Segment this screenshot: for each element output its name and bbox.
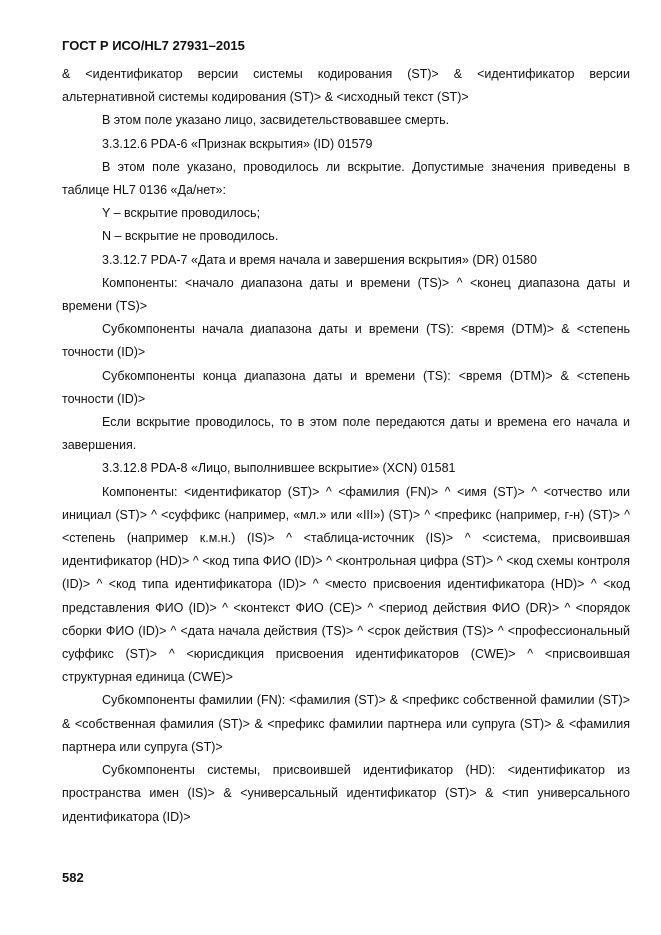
section-heading-pda7: 3.3.12.7 PDA-7 «Дата и время начала и завершения вскрытия» (DR) 01580 bbox=[102, 252, 537, 267]
paragraph-pda8-components: Компоненты: <идентификатор (ST)> ^ <фамилия (FN)> ^ <имя (ST)> ^ <отчество или инициал (ST)> ^ <суффикс (например, «мл.» или «III») (ST)> ^ <префикс (например, г-н) (ST)> ^ <степень (например к.м.н.) (IS)> ^ <таблица-источник (IS)> ^ <система, присвоившая идентификатор (HD)> ^ <код типа ФИО (ID)> ^ <контрольная цифра (ST)> ^ <код схемы контроля (ID)> ^ <код типа идентификатора (ID)> ^ <место присвоения идентификатора (HD)> ^ <код представления ФИО (ID)> ^ <контекст ФИО (CE)> ^ <период действия ФИО (DR)> ^ <порядок сборки ФИО (ID)> ^ <дата начала действия (TS)> ^ <срок действия (TS)> ^ <профессиональный суффикс (ST)> ^ <юрисдикция присвоения идентификаторов (CWE)> ^ <присвоившая структурная единица (CWE)> bbox=[62, 484, 630, 685]
paragraph-autopsy-indicator: В этом поле указано, проводилось ли вскрытие. Допустимые значения приведены в таблице HL7 0136 «Да/нет»: bbox=[62, 159, 630, 198]
paragraph-pda7-components: Компоненты: <начало диапазона даты и времени (TS)> ^ <конец диапазона даты и времени (TS)> bbox=[62, 275, 630, 314]
section-heading-pda6: 3.3.12.6 PDA-6 «Признак вскрытия» (ID) 01579 bbox=[102, 136, 373, 151]
paragraph-witness: В этом поле указано лицо, засвидетельствовавшее смерть. bbox=[102, 113, 450, 128]
page-number: 582 bbox=[62, 870, 84, 885]
list-item-no: N – вскрытие не проводилось. bbox=[102, 229, 279, 244]
document-body bbox=[62, 63, 630, 829]
paragraph-pda7-end-subcomponents: Субкомпоненты конца диапазона даты и времени (TS): <время (DTM)> & <степень точности (ID)> bbox=[62, 368, 630, 406]
paragraph-hd-subcomponents: Субкомпоненты системы, присвоившей идентификатор (HD): <идентификатор из пространства имен (IS)> & <универсальный идентификатор (ST)> & <тип универсального идентификатора (ID)> bbox=[62, 763, 630, 824]
paragraph-fn-subcomponents: Субкомпоненты фамилии (FN): <фамилия (ST)> & <префикс собственной фамилии (ST)> & <собственная фамилия (ST)> & <префикс фамилии партнера или супруга (ST)> & <фамилия партнера или супруга (ST)> bbox=[62, 693, 630, 754]
list-item-yes: Y – вскрытие проводилось; bbox=[102, 206, 261, 221]
paragraph-pda7-description: Если вскрытие проводилось, то в этом поле передаются даты и времена его начала и завершения. bbox=[62, 415, 630, 453]
standard-header: ГОСТ Р ИСО/HL7 27931–2015 bbox=[62, 38, 245, 53]
paragraph-coding-system-continuation: & <идентификатор версии системы кодирования (ST)> & <идентификатор версии альтернативной системы кодирования (ST)> & <исходный текст (ST)> bbox=[62, 67, 630, 105]
paragraph-pda7-start-subcomponents: Субкомпоненты начала диапазона даты и времени (TS): <время (DTM)> & <степень точности (ID)> bbox=[62, 322, 630, 360]
section-heading-pda8: 3.3.12.8 PDA-8 «Лицо, выполнившее вскрытие» (XCN) 01581 bbox=[102, 461, 456, 476]
